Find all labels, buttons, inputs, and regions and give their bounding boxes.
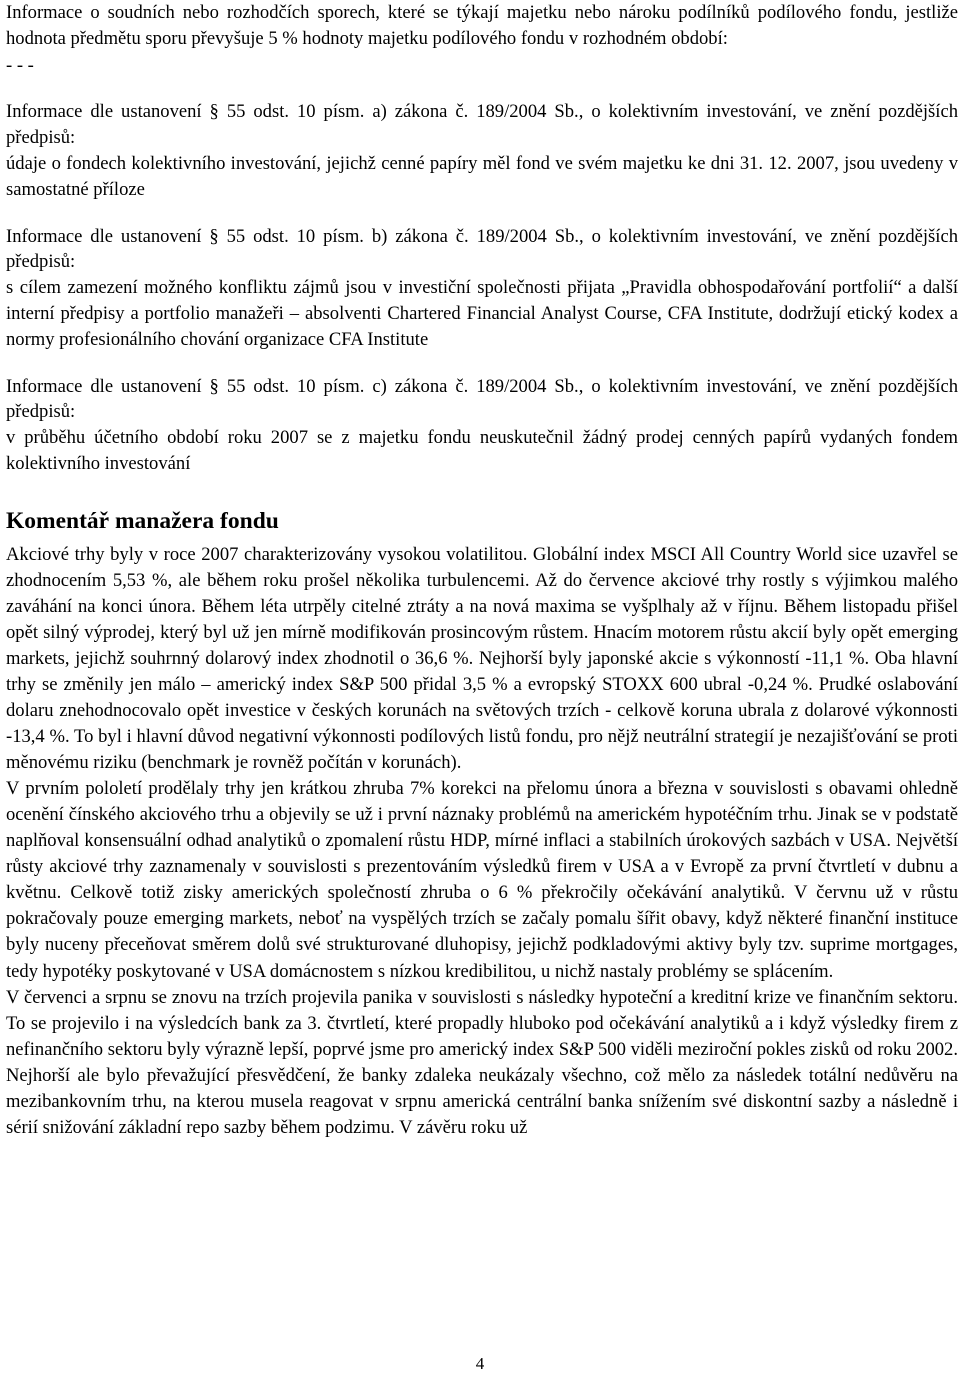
section-c-text: v průběhu účetního období roku 2007 se z majetku fondu neuskutečnil žádný prodej cenných papírů vydaných fondem kolektivního investování [6,427,958,474]
commentary-paragraph: V červenci a srpnu se znovu na trzích projevila panika v souvislosti s následky hypoteční a kreditní krize ve finančním sektoru. To se projevilo i na výsledcích bank za 3. čtvrtletí, které propadly hluboko pod očekávání analytiků a i když výsledky firem z nefinančního sektoru byly výrazně lepší, poprvé jsme pro americký index S&P 500 viděli meziroční pokles zisků od roku 2002. Nejhorší ale bylo převažující přesvědčení, že banky zdaleka neukázaly všechno, což mělo za následek totální nedůvěru na mezibankovním trhu, na kterou musela reagovat v srpnu americká centrální banka snížením své diskontní sazby a následně i sérií snižování základní repo sazby během podzimu. V závěru roku už [6,986,958,1138]
commentary-paragraph: V prvním pololetí prodělaly trhy jen krátkou zhruba 7% korekci na přelomu února a března v souvislosti s obavami ohledně ocenění čínského akciového trhu a objevily se už i první náznaky problémů na americkém hypotéčním trhu. Jinak se v podstatě naplňoval konsensuální odhad analytiků o zpomalení růstu HDP, mírné inflaci a stabilních úrokových sazbách v USA. Největší růsty akciové trhy zaznamenaly v souvislosti s prezentováním výsledků firem v USA a v Evropě za první čtvrtletí v dubnu a květnu. Celkově totiž zisky amerických společností zhruba o 6 % překročily očekávání analytiků. V červnu už v růstu pokračovaly pouze emerging markets, neboť na vyspělých trzích se začaly pomalu šířit obavy, když některé finanční instituce byly nuceny přeceňovat směrem dolů své strukturované dluhopisy, jejichž podkladovými aktivy byly tzv. suprime mortgages, tedy hypotéky poskytované v USA domácnostem s nízkou kredibilitou, u nichž nastaly problémy se splácením. [6,778,958,982]
section-b-text: s cílem zamezení možného konfliktu zájmů jsou v investiční společnosti přijata „Pravidla obhospodařování portfolií“ a další interní předpisy a portfolio manažeři – absolventi Chartered Financial Analyst Course, CFA Institute, dodržují etický kodex a normy profesionálního chování organizace CFA Institute [6,277,958,350]
section-a-heading: Informace dle ustanovení § 55 odst. 10 písm. a) zákona č. 189/2004 Sb., o kolektivním investování, ve znění pozdějších předpisů: [6,101,958,149]
commentary-body [6,542,958,1141]
commentary-title: Komentář manažera fondu [6,507,279,534]
document-page [6,0,958,1141]
disputes-info-text: Informace o soudních nebo rozhodčích sporech, které se týkají majetku nebo nároku podílníků podílového fondu, jestliže hodnota předmětu sporu převyšuje 5 % hodnoty majetku podílového fondu v rozhodném období: [6,2,958,49]
commentary-paragraph: Akciové trhy byly v roce 2007 charakterizovány vysokou volatilitou. Globální index MSCI All Country World sice uzavřel se zhodnocením 5,53 %, ale během roku prošel několika turbulencemi. Až do července akciové trhy rostly s výjimkou malého zaváhání na konci února. Během léta utrpěly citelné ztráty a na nová maxima se vyšplhaly až v říjnu. Během listopadu přišel opět silný výprodej, který byl už jen mírně modifikován prosincovým růstem. Hnacím motorem růstu akcií byly opět emerging markets, jejichž souhrnný dolarový index zhodnotil o 36,6 %. Nejhorší byly japonské akcie s výkonností -11,1 %. Oba hlavní trhy se změnily jen málo – americký index S&P 500 přidal 3,5 % a evropský STOXX 600 ubral -0,24 %. Prudké oslabování dolaru znehodnocovalo opět investice v českých korunách na světových trzích - celkově koruna ubrala z dolarové výkonnosti -13,4 %. To byl i hlavní důvod negativní výkonnosti podílových listů fondu, pro nějž neutrální strategií je nezajišťování se proti měnovému riziku (benchmark je rovněž počítán v korunách). [6,543,958,774]
section-c-heading: Informace dle ustanovení § 55 odst. 10 písm. c) zákona č. 189/2004 Sb., o kolektivním investování, ve znění pozdějších předpisů: [6,375,958,423]
disputes-info-value: - - - [6,54,34,76]
section-b-heading: Informace dle ustanovení § 55 odst. 10 písm. b) zákona č. 189/2004 Sb., o kolektivním investování, ve znění pozdějších předpisů: [6,225,958,273]
section-a-text: údaje o fondech kolektivního investování, jejichž cenné papíry měl fond ve svém majetku ke dni 31. 12. 2007, jsou uvedeny v samostatné příloze [6,152,958,200]
page-number: 4 [475,1354,485,1373]
